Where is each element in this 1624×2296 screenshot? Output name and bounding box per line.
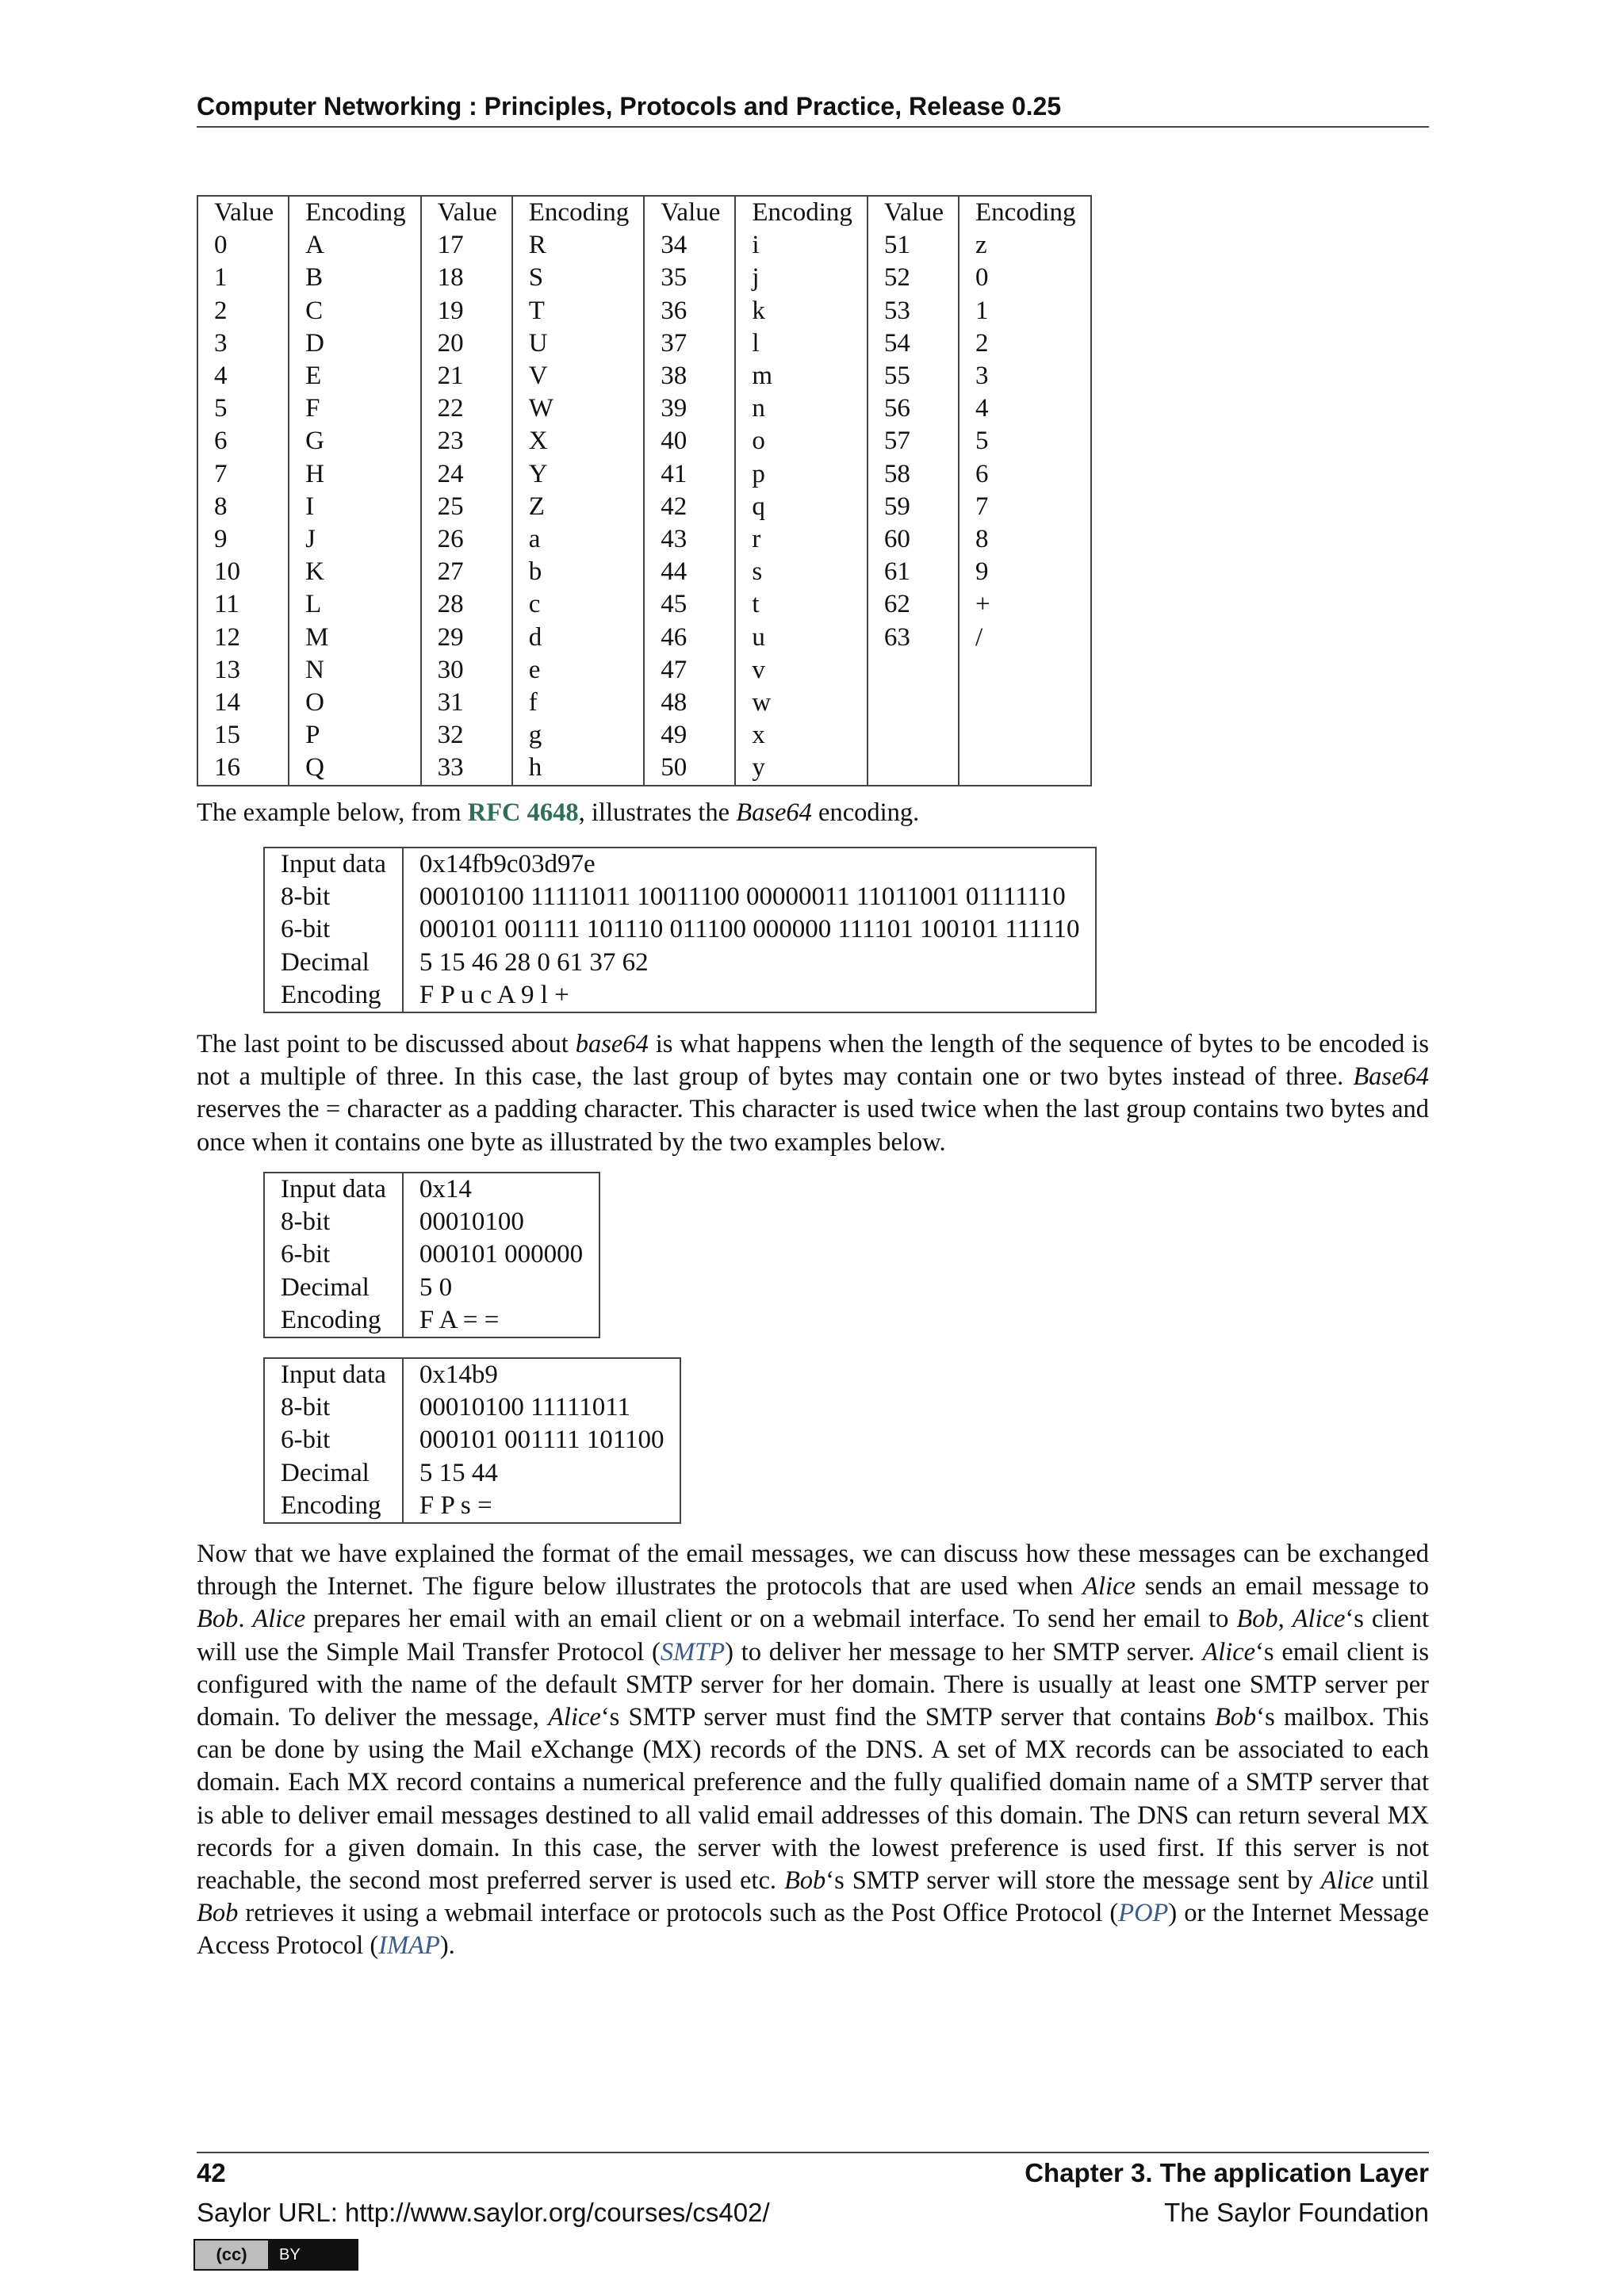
chapter-title: Chapter 3. The application Layer [1025,2158,1429,2187]
value-cell: 38 [644,360,735,392]
column-header: Value [868,197,959,229]
row-label: Encoding [281,980,381,1009]
value-cell: 47 [644,654,735,687]
row-label: Encoding [281,1305,381,1334]
text-run: ‘s email client is configured with the name of the default SMTP server for her domain. There is usually at least one SMTP server per domain. To deliver the message, [197,1637,1429,1732]
rfc-4648-link[interactable]: RFC 4648 [467,798,579,827]
name-alice: Alice [252,1605,306,1634]
encoding-cell: y [735,752,867,784]
encoding-cell: j [735,262,867,294]
row-label: 6-bit [281,915,331,944]
encoding-cell: v [735,654,867,687]
encoding-cell: g [512,719,644,752]
value-cell: 2 [214,296,228,325]
encoding-cell: E [289,360,420,392]
value-cell: 44 [644,556,735,588]
value-cell: 63 [868,622,959,654]
table-row [198,392,1090,425]
value-cell: 1 [214,263,228,293]
encoding-cell: 7 [959,491,1090,523]
imap-link[interactable]: IMAP [378,1931,440,1961]
table-row [198,752,1090,784]
text-run: retrieves it using a webmail interface or protocols such as the Post Office Protocol ( [238,1899,1119,1928]
value-cell: 5 [214,394,228,423]
encoding-cell: B [289,262,420,294]
value-cell: 23 [421,425,512,457]
example-table [265,848,1095,1012]
row-label: 8-bit [281,1207,331,1237]
encoding-cell: Y [512,458,644,491]
value-cell: 24 [421,458,512,491]
value-cell: 43 [644,523,735,556]
value-cell: 59 [868,491,959,523]
value-cell: 15 [214,721,240,750]
value-cell: 45 [644,588,735,621]
example-table [265,1359,680,1522]
encoding-cell: a [512,523,644,556]
value-cell: 41 [644,458,735,491]
table-row [265,1424,680,1456]
value-cell: 17 [421,229,512,262]
padding-paragraph [197,1028,1429,1159]
base64-alphabet-table [197,195,1092,786]
text-run: encoding. [811,798,920,827]
row-value: F P s = [403,1490,680,1522]
encoding-cell: L [289,588,420,621]
text-run: reserves the = character as a padding character. This character is used twice when the last group contains two bytes and once when it contains one byte as illustrated by the two examples below. [197,1095,1429,1157]
value-cell: 18 [421,262,512,294]
encoding-cell: h [512,752,644,784]
encoding-cell: k [735,295,867,327]
value-cell: 20 [421,327,512,360]
encoding-cell: D [289,327,420,360]
encoding-cell: m [735,360,867,392]
example-table-one-byte [263,1172,600,1338]
name-alice: Alice [548,1703,601,1732]
encoding-cell: l [735,327,867,360]
value-cell: 50 [644,752,735,784]
row-label: 6-bit [281,1425,331,1455]
row-value: 00010100 11111011 [403,1391,680,1424]
encoding-cell: F [289,392,420,425]
value-cell: 46 [644,622,735,654]
value-cell: 35 [644,262,735,294]
value-cell: 57 [868,425,959,457]
value-cell: 30 [421,654,512,687]
encoding-cell: 5 [959,425,1090,457]
row-value: 00010100 11111011 10011100 00000011 11011001 01111110 [403,881,1096,913]
column-header: Encoding [959,197,1090,229]
row-value: 0x14fb9c03d97e [403,848,1096,881]
row-label: 8-bit [281,882,331,912]
term-base64: base64 [575,1030,649,1058]
encoding-cell: 3 [959,360,1090,392]
table-row [265,1490,680,1522]
table-row [265,1206,599,1238]
table-row [198,654,1090,687]
table-row [198,262,1090,294]
name-bob: Bob [197,1899,239,1928]
table-row [265,1272,599,1304]
encoding-cell: i [735,229,867,262]
value-cell: 3 [214,328,228,358]
encoding-cell: e [512,654,644,687]
value-cell: 54 [868,327,959,360]
row-value: 5 15 44 [403,1457,680,1490]
encoding-cell: J [289,523,420,556]
encoding-cell: G [289,425,420,457]
encoding-cell: o [735,425,867,457]
row-value: F A = = [403,1304,599,1337]
table-row [265,1359,680,1391]
table-row [265,1457,680,1490]
value-cell: 53 [868,295,959,327]
text-run: sends an email message to [1135,1572,1429,1601]
encoding-cell [959,687,1090,719]
name-alice: Alice [1292,1605,1346,1634]
encoding-cell [959,752,1090,784]
pop-link[interactable]: POP [1118,1899,1169,1928]
row-label: Encoding [281,1490,381,1520]
text-run: The example below, from [197,798,468,827]
table-row [265,913,1095,946]
table-row [198,229,1090,262]
name-alice: Alice [1320,1866,1374,1896]
encoding-cell: K [289,556,420,588]
value-cell: 0 [214,231,228,260]
encoding-cell: b [512,556,644,588]
text-run: ‘s SMTP server will store the message sent by [825,1866,1321,1896]
text-run: is what happens when the length of the sequence of bytes to be encoded is not a multiple of three. In this case, the last group of bytes may contain one or two bytes instead of three. [197,1030,1429,1092]
value-cell: 14 [214,688,240,718]
table-row [198,719,1090,752]
text-run: prepares her email with an email client or on a webmail interface. To send her email to [305,1605,1237,1634]
value-cell: 7 [214,459,228,488]
value-cell: 48 [644,687,735,719]
table-row [198,295,1090,327]
encoding-cell: P [289,719,420,752]
value-cell: 13 [214,655,240,684]
table-row [265,1238,599,1271]
row-label: Decimal [281,1272,370,1302]
value-cell: 51 [868,229,959,262]
column-header: Value [214,198,274,227]
name-alice: Alice [1082,1572,1136,1601]
encoding-cell: 9 [959,556,1090,588]
table-row [265,1173,599,1206]
value-cell [868,654,959,687]
example-table-full [263,847,1097,1013]
table-row [198,588,1090,621]
value-cell: 29 [421,622,512,654]
value-cell [868,687,959,719]
email-transfer-paragraph [197,1538,1429,1963]
column-header: Encoding [512,197,644,229]
footer-rule [197,2152,1429,2153]
value-cell: 11 [214,590,239,619]
text-run: Now that we have explained the format of the email messages, we can discuss how these messages can be exchanged through the Internet. The figure below illustrates the protocols that are used when [197,1540,1429,1601]
row-value: 5 15 46 28 0 61 37 62 [403,947,1096,979]
value-cell: 60 [868,523,959,556]
column-header: Encoding [289,197,420,229]
value-cell: 52 [868,262,959,294]
column-header: Value [644,197,735,229]
value-cell: 21 [421,360,512,392]
encoding-cell: f [512,687,644,719]
name-bob: Bob [1236,1605,1278,1634]
row-value: 0x14 [403,1173,599,1206]
row-value: 00010100 [403,1206,599,1238]
text-run: ) or the Internet Message Access Protocol ( [197,1899,1429,1961]
cc-license-badge[interactable] [193,2239,358,2271]
encoding-cell: R [512,229,644,262]
encoding-cell: r [735,523,867,556]
name-alice: Alice [1202,1637,1256,1667]
encoding-cell: Z [512,491,644,523]
page-number: 42 [197,2158,226,2187]
encoding-cell: 1 [959,295,1090,327]
smtp-link[interactable]: SMTP [660,1637,726,1667]
value-cell: 33 [421,752,512,784]
table-row [265,1304,599,1337]
encoding-cell [959,719,1090,752]
encoding-cell: + [959,588,1090,621]
cc-icon: (cc) [195,2241,268,2269]
table-row [198,491,1090,523]
encoding-cell: S [512,262,644,294]
encoding-cell: T [512,295,644,327]
value-cell: 39 [644,392,735,425]
encoding-cell: 6 [959,458,1090,491]
value-cell: 34 [644,229,735,262]
encoding-cell: 0 [959,262,1090,294]
encoding-cell: A [289,229,420,262]
text-run: ‘s SMTP server must find the SMTP server that contains [600,1703,1215,1732]
text-run: The last point to be discussed about [197,1030,576,1058]
encoding-cell: N [289,654,420,687]
table-row [265,848,1095,881]
value-cell: 58 [868,458,959,491]
encoding-cell: q [735,491,867,523]
encoding-cell: 2 [959,327,1090,360]
value-cell: 62 [868,588,959,621]
column-header: Encoding [735,197,867,229]
foundation-name: The Saylor Foundation [1164,2198,1429,2227]
example-table [265,1173,599,1337]
term-base64: Base64 [736,798,812,827]
row-label: Input data [281,1175,386,1203]
table-row [198,458,1090,491]
name-bob: Bob [197,1605,239,1634]
encoding-cell: t [735,588,867,621]
encoding-cell: c [512,588,644,621]
value-cell: 26 [421,523,512,556]
encoding-cell: n [735,392,867,425]
text-run: , illustrates the [578,798,737,827]
text-run: . [238,1605,253,1634]
value-cell: 55 [868,360,959,392]
value-cell: 25 [421,491,512,523]
row-value: 0x14b9 [403,1359,680,1391]
encoding-cell: H [289,458,420,491]
saylor-url[interactable]: Saylor URL: http://www.saylor.org/courses/cs402/ [197,2198,770,2227]
value-cell: 12 [214,622,240,652]
encoding-cell: 8 [959,523,1090,556]
row-value: 5 0 [403,1272,599,1304]
encoding-cell: d [512,622,644,654]
value-cell: 40 [644,425,735,457]
table-row [198,622,1090,654]
value-cell: 6 [214,427,228,456]
table-header-row [198,197,1090,229]
text-run: until [1373,1866,1429,1896]
text-run: ‘s client will use the Simple Mail Transfer Protocol ( [197,1605,1430,1667]
text-run: ) to deliver her message to her SMTP server. [725,1637,1203,1667]
value-cell: 36 [644,295,735,327]
table-row [198,523,1090,556]
value-cell: 56 [868,392,959,425]
encoding-cell: W [512,392,644,425]
encoding-cell: 4 [959,392,1090,425]
row-label: 6-bit [281,1240,331,1269]
row-value: 000101 000000 [403,1238,599,1271]
value-cell [868,752,959,784]
encoding-cell: w [735,687,867,719]
value-cell: 37 [644,327,735,360]
value-cell: 27 [421,556,512,588]
table-row [198,556,1090,588]
value-cell: 42 [644,491,735,523]
value-cell: 32 [421,719,512,752]
encoding-cell: M [289,622,420,654]
encoding-cell: x [735,719,867,752]
value-cell: 8 [214,492,228,521]
value-cell: 19 [421,295,512,327]
table-row [198,687,1090,719]
encoding-cell: O [289,687,420,719]
value-cell: 9 [214,525,228,554]
encoding-cell: Q [289,752,420,784]
encoding-cell [959,654,1090,687]
row-value: 000101 001111 101110 011100 000000 111101 100101 111110 [403,913,1096,946]
value-cell: 22 [421,392,512,425]
rfc-example-paragraph [197,797,1429,829]
example-table-two-bytes [263,1357,681,1524]
row-label: Input data [281,1360,386,1389]
table-row [198,360,1090,392]
table-row [265,979,1095,1012]
by-icon: BY [279,2245,301,2263]
column-header: Value [421,197,512,229]
value-cell: 49 [644,719,735,752]
text-run: , [1277,1605,1293,1634]
encoding-cell: U [512,327,644,360]
value-cell: 4 [214,362,228,391]
encoding-cell: V [512,360,644,392]
running-header: Computer Networking : Principles, Protocols and Practice, Release 0.25 [197,92,1429,128]
term-base64: Base64 [1353,1062,1429,1092]
value-cell: 61 [868,556,959,588]
value-cell: 10 [214,557,240,587]
encoding-cell: s [735,556,867,588]
row-label: 8-bit [281,1393,331,1422]
value-cell: 16 [214,753,240,783]
row-label: Input data [281,850,386,878]
table-row [198,425,1090,457]
encoding-cell: C [289,295,420,327]
row-label: Decimal [281,947,370,977]
encoding-cell: u [735,622,867,654]
row-value: F P u c A 9 l + [403,979,1096,1012]
text-run: ). [439,1931,455,1961]
row-label: Decimal [281,1458,370,1487]
encoding-cell: z [959,229,1090,262]
table-row [265,1391,680,1424]
row-value: 000101 001111 101100 [403,1424,680,1456]
text-run: ‘s mailbox. This can be done by using the Mail eXchange (MX) records of the DNS. A set of MX records can be associated to each domain. Each MX record contains a numerical preference and the fully qualified domain name of a SMTP server that is able to deliver email messages destined to all valid email addresses of this domain. The DNS can return several MX records for a given domain. In this case, the server with the lowest preference is used first. If this server is not reachable, the second most preferred server is used etc. [197,1703,1429,1896]
encoding-cell: I [289,491,420,523]
value-cell [868,719,959,752]
encoding-cell: X [512,425,644,457]
value-cell: 28 [421,588,512,621]
name-bob: Bob [1214,1703,1257,1732]
table-row [198,327,1090,360]
value-cell: 31 [421,687,512,719]
encoding-cell: / [959,622,1090,654]
table-row [265,881,1095,913]
encoding-cell: p [735,458,867,491]
table-row [265,947,1095,979]
name-bob: Bob [783,1866,826,1896]
